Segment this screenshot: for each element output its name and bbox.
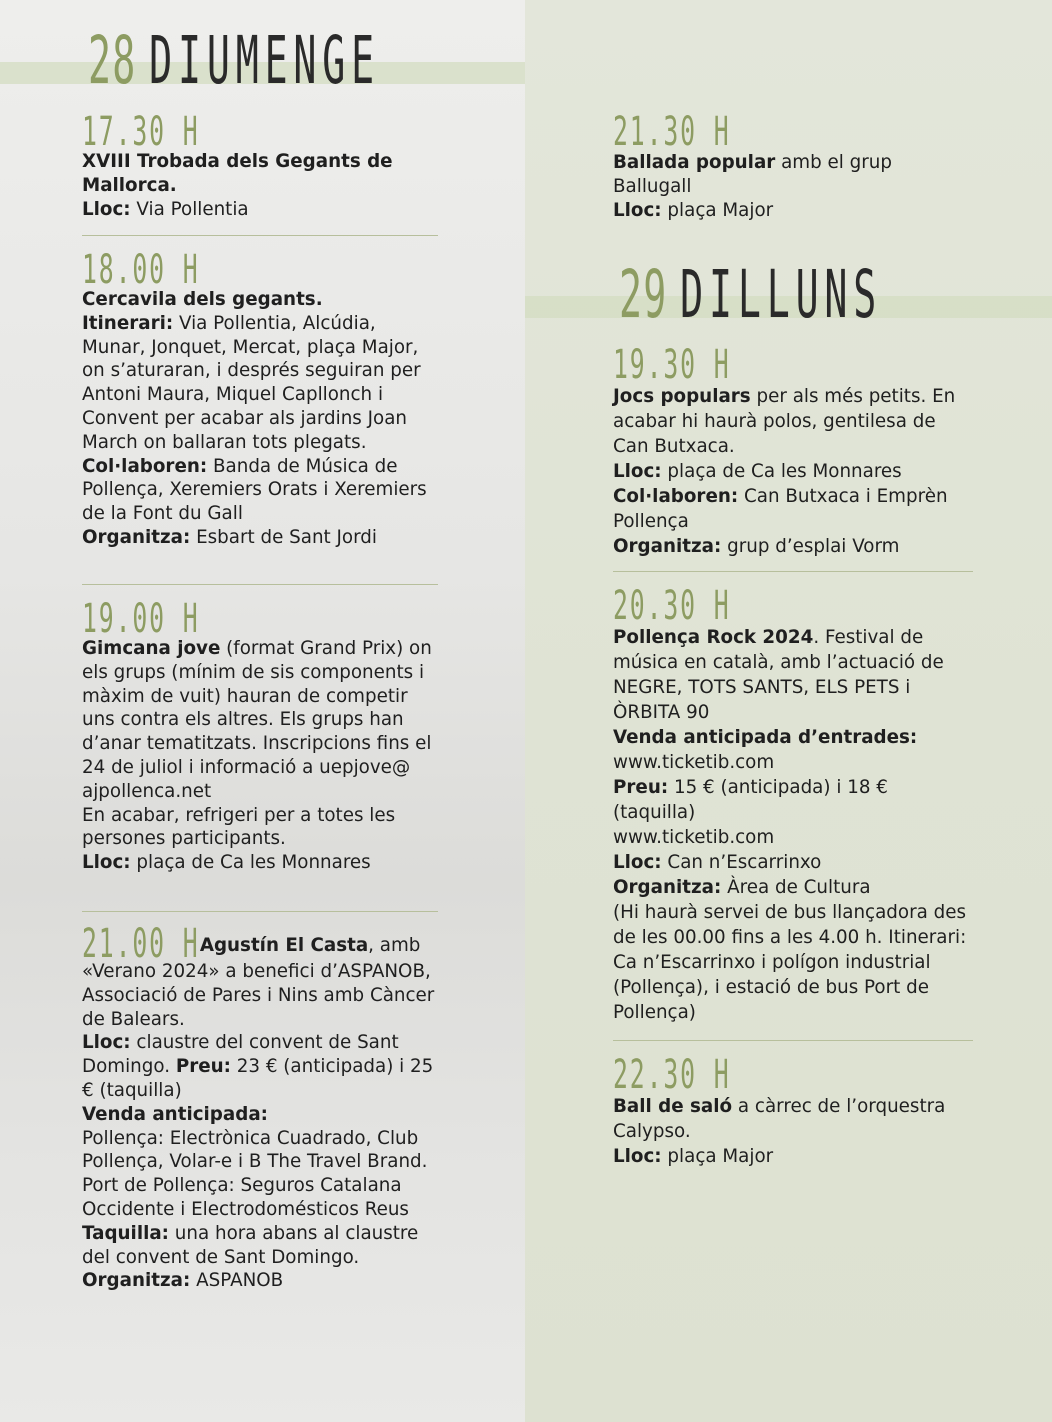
taquilla-value: una hora abans al claustre del convent de Sant Domingo. bbox=[82, 1222, 419, 1268]
taquilla-label: Taquilla: bbox=[82, 1222, 169, 1244]
event-body bbox=[82, 150, 438, 221]
organitza-label: Organitza: bbox=[613, 877, 722, 898]
event-body bbox=[613, 384, 973, 559]
event-body bbox=[613, 1094, 973, 1169]
event-body bbox=[82, 921, 438, 1293]
venda-label: Venda anticipada: bbox=[82, 1103, 268, 1125]
lloc-value: plaça Major bbox=[661, 199, 774, 221]
organitza-label: Organitza: bbox=[82, 1270, 191, 1292]
preu-value: 15 € (anticipada) i 18 € (taquilla) bbox=[613, 777, 888, 823]
venda-value: www.ticketib.com bbox=[613, 752, 775, 773]
event-2130 bbox=[613, 109, 973, 222]
event-body bbox=[82, 637, 438, 875]
event-title: Pollença Rock 2024 bbox=[613, 627, 814, 648]
event-text: per als més petits. En acabar hi haurà polos, gentilesa de Can Butxaca. bbox=[613, 386, 956, 457]
event-text: , amb «Verano 2024» a benefici d’ASPANOB, Associació de Pares i Nins amb Càncer de Balears. bbox=[82, 935, 435, 1030]
organitza-value: Esbart de Sant Jordi bbox=[190, 526, 377, 548]
event-title: Ballada popular bbox=[613, 152, 776, 173]
day-number: 29 bbox=[619, 256, 668, 333]
organitza-value: grup d’esplai Vorm bbox=[721, 536, 900, 557]
event-text: . Festival de música en català, amb l’actuació de NEGRE, TOTS SANTS, ELS PETS i ÒRBITA 90 bbox=[613, 627, 944, 723]
lloc-value: claustre del convent de Sant Domingo. bbox=[82, 1032, 399, 1078]
collaboren-label: Col·laboren: bbox=[82, 455, 208, 477]
event-time: 20.30 H bbox=[613, 583, 731, 629]
day-name: DILLUNS bbox=[680, 256, 883, 333]
event-text: amb el grup Ballugall bbox=[613, 152, 892, 197]
lloc-label: Lloc: bbox=[613, 199, 662, 221]
event-2030 bbox=[613, 572, 973, 1041]
event-title: XVIII Trobada dels Gegants de Mallorca. bbox=[82, 151, 393, 196]
day-name: DIUMENGE bbox=[149, 22, 380, 99]
event-title: Cercavila dels gegants. bbox=[82, 289, 323, 310]
venda-value: Pollença: Electrònica Cuadrado, Club Pollença, Volar-e i B The Travel Brand. Port de Pollença: Seguros Catalana Occidente i Electrodomésticos Reus bbox=[82, 1127, 428, 1220]
event-title: Ball de saló bbox=[613, 1096, 733, 1117]
day-number: 28 bbox=[88, 22, 137, 99]
preu-label: Preu: bbox=[175, 1056, 231, 1078]
event-1800 bbox=[82, 236, 438, 585]
event-time: 21.30 H bbox=[613, 109, 731, 155]
itinerari-value: Via Pollentia, Alcúdia, Munar, Jonquet, Mercat, plaça Major, on s’aturaran, i després seguiran per Antoni Maura, Miquel Capllonch i Convent per acabar als jardins Joan March on ballaran tots plegats. bbox=[82, 312, 421, 453]
event-time: 19.30 H bbox=[613, 342, 731, 388]
event-body bbox=[613, 151, 973, 222]
day-header-28 bbox=[88, 22, 380, 99]
lloc-value: Via Pollentia bbox=[130, 198, 249, 220]
event-title: Jocs populars bbox=[613, 386, 751, 407]
lloc-label: Lloc: bbox=[613, 852, 662, 873]
event-note: (Hi haurà servei de bus llançadora des de les 00.00 fins a les 4.00 h. Itinerari: Ca n’Escarrinxo i polígon industrial (Pollença), i estació de bus Port de Pollença) bbox=[613, 902, 967, 1023]
event-2230 bbox=[613, 1041, 973, 1169]
lloc-value: plaça de Ca les Monnares bbox=[661, 461, 902, 482]
lloc-value: plaça de Ca les Monnares bbox=[130, 852, 371, 874]
organitza-value: Àrea de Cultura bbox=[721, 877, 871, 898]
event-2100 bbox=[82, 912, 438, 1293]
venda-label: Venda anticipada d’entrades: bbox=[613, 727, 918, 748]
lloc-label: Lloc: bbox=[82, 1032, 131, 1054]
event-time: 18.00 H bbox=[82, 247, 200, 293]
lloc-value: plaça Major bbox=[661, 1146, 774, 1167]
event-body bbox=[82, 288, 438, 550]
lloc-label: Lloc: bbox=[82, 852, 131, 874]
preu-label: Preu: bbox=[613, 777, 669, 798]
right-column bbox=[613, 342, 973, 1169]
lloc-value: Can n’Escarrinxo bbox=[661, 852, 822, 873]
event-title: Gimcana jove bbox=[82, 638, 221, 659]
event-time: 19.00 H bbox=[82, 596, 200, 642]
right-column-top bbox=[613, 109, 973, 222]
lloc-label: Lloc: bbox=[613, 1146, 662, 1167]
organitza-label: Organitza: bbox=[82, 526, 191, 548]
day-header-29 bbox=[619, 256, 882, 333]
event-text: (format Grand Prix) on els grups (mínim de sis components i màxim de vuit) hauran de competir uns contra els altres. Els grups han d’anar tematitzats. Inscripcions fins el 24 de juliol i informació a uepjove@ ajpollenca.net bbox=[82, 638, 432, 802]
event-1900 bbox=[82, 585, 438, 912]
collaboren-value: Banda de Música de Pollença, Xeremiers Orats i Xeremiers de la Font du Gall bbox=[82, 455, 427, 525]
preu-value: 23 € (anticipada) i 25 € (taquilla) bbox=[82, 1056, 434, 1101]
event-text-2: En acabar, refrigeri per a totes les persones participants. bbox=[82, 804, 396, 850]
left-column bbox=[82, 109, 438, 1293]
event-title: Agustín El Casta bbox=[199, 935, 369, 956]
event-time: 17.30 H bbox=[82, 109, 200, 155]
event-1930 bbox=[613, 342, 973, 572]
organitza-value: ASPANOB bbox=[190, 1270, 284, 1292]
organitza-label: Organitza: bbox=[613, 536, 722, 557]
itinerari-label: Itinerari: bbox=[82, 312, 174, 334]
collaboren-value: Can Butxaca i Emprèn Pollença bbox=[613, 486, 948, 532]
lloc-label: Lloc: bbox=[82, 198, 131, 220]
lloc-label: Lloc: bbox=[613, 461, 662, 482]
event-time: 22.30 H bbox=[613, 1052, 731, 1098]
event-time: 21.00 H bbox=[82, 921, 200, 967]
event-text: a càrrec de l’orquestra Calypso. bbox=[613, 1096, 946, 1142]
collaboren-label: Col·laboren: bbox=[613, 486, 739, 507]
event-body bbox=[613, 625, 973, 1025]
event-1730 bbox=[82, 109, 438, 236]
preu-url: www.ticketib.com bbox=[613, 827, 775, 848]
